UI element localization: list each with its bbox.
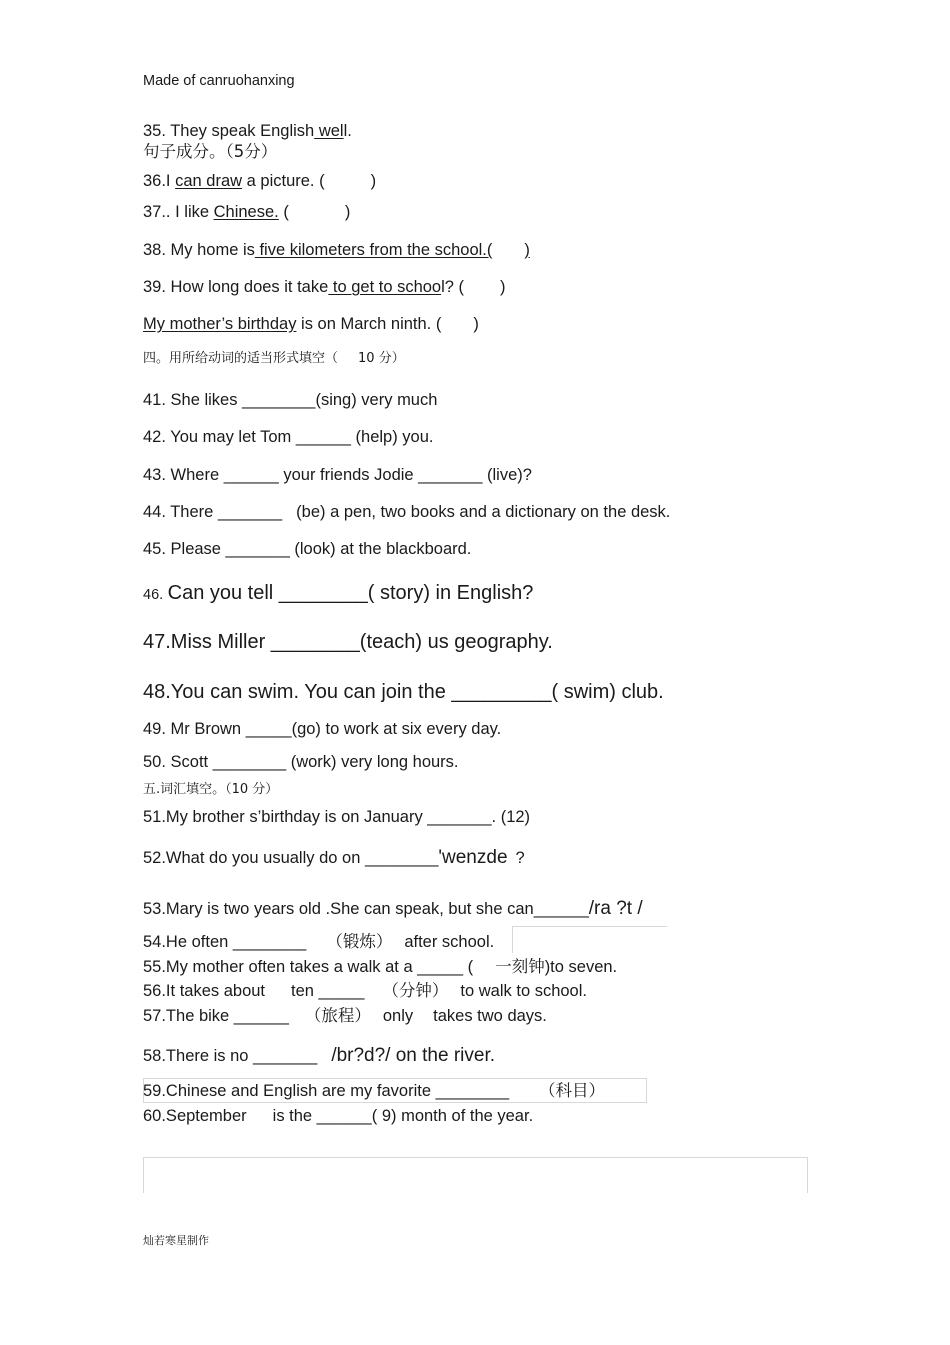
question-47: 47.Miss Miller ________(teach) us geography. bbox=[143, 631, 553, 653]
question-60: 60.September is the ______( 9) month of the year. bbox=[143, 1107, 534, 1125]
question-40 bbox=[143, 316, 479, 333]
q39-text: 39. How long does it take bbox=[143, 278, 329, 296]
section-5-title: 五.词汇填空。（10 分） bbox=[143, 782, 279, 797]
q54-hint: （锻炼） bbox=[326, 932, 393, 951]
q53-phonetic: /ra ?t / bbox=[588, 898, 643, 919]
q37-end: ( bbox=[278, 203, 289, 221]
section-3-title: 句子成分。（5分） bbox=[143, 142, 278, 161]
question-57: 57.The bike ______ （旅程） only takes two days. bbox=[143, 1006, 547, 1025]
q36-text: 36.I bbox=[143, 172, 176, 190]
question-35 bbox=[143, 123, 352, 140]
question-58: 58.There is no _______ /br?d?/ on the river. bbox=[143, 1045, 496, 1066]
q38-text: 38. My home is bbox=[143, 241, 255, 259]
q40-close: ) bbox=[473, 315, 479, 333]
question-39 bbox=[143, 279, 506, 296]
question-50: 50. Scott ________ (work) very long hours. bbox=[143, 753, 459, 771]
q38-underlined: five kilometers from the school.( ) bbox=[254, 241, 530, 259]
frame-line bbox=[512, 926, 667, 953]
question-36 bbox=[143, 173, 376, 190]
section-4-title: 四。用所给动词的适当形式填空（ 10 分） bbox=[143, 351, 405, 366]
empty-frame bbox=[143, 1157, 808, 1193]
page-header: Made of canruohanxing bbox=[143, 73, 295, 89]
q36-close: ) bbox=[370, 172, 377, 190]
q39-close: ) bbox=[500, 278, 506, 296]
question-41: 41. She likes ________(sing) very much bbox=[143, 391, 438, 409]
q36-end: a picture. ( bbox=[242, 172, 325, 190]
question-52: 52.What do you usually do on ________'wenzde ? bbox=[143, 847, 525, 868]
section-4-score: 10 分） bbox=[358, 351, 405, 366]
question-37 bbox=[143, 204, 350, 221]
q59-hint: （科目） bbox=[539, 1081, 605, 1100]
question-53: 53.Mary is two years old .She can speak, but she can______/ra ?t / bbox=[143, 898, 643, 919]
q35-end: l. bbox=[343, 122, 352, 140]
question-46 bbox=[143, 583, 533, 603]
question-49: 49. Mr Brown _____(go) to work at six every day. bbox=[143, 720, 502, 738]
q35-underlined: wel bbox=[314, 122, 344, 140]
q52-phonetic: 'wenzde bbox=[438, 847, 508, 868]
question-59: 59.Chinese and English are my favorite ________ （科目） bbox=[143, 1081, 605, 1100]
q40-underlined: My mother’s birthday bbox=[143, 315, 297, 333]
question-42: 42. You may let Tom ______ (help) you. bbox=[143, 428, 434, 446]
q37-text: 37.. I like bbox=[143, 203, 214, 221]
page-footer: 灿若寒星制作 bbox=[143, 1234, 209, 1247]
question-38 bbox=[143, 242, 530, 259]
q39-underlined: to get to schoo bbox=[328, 278, 442, 296]
question-44: 44. There _______ (be) a pen, two books and a dictionary on the desk. bbox=[143, 503, 671, 521]
q58-phonetic: /br?d?/ on the river. bbox=[331, 1045, 496, 1066]
question-48: 48.You can swim. You can join the _________( swim) club. bbox=[143, 681, 664, 703]
q37-close: ) bbox=[344, 203, 351, 221]
q46-number: 46. bbox=[143, 587, 164, 603]
question-56: 56.It takes about ten _____ （分钟） to walk to school. bbox=[143, 981, 587, 1000]
q56-hint: （分钟） bbox=[382, 981, 449, 1000]
question-45: 45. Please _______ (look) at the blackboard. bbox=[143, 540, 472, 558]
q57-hint: （旅程） bbox=[304, 1006, 371, 1025]
q46-text: Can you tell ________( story) in English? bbox=[167, 582, 534, 604]
question-54: 54.He often ________ （锻炼） after school. bbox=[143, 932, 495, 951]
q35-text: 35. They speak English bbox=[143, 122, 315, 140]
question-43: 43. Where ______ your friends Jodie _______ (live)? bbox=[143, 466, 532, 484]
question-51: 51.My brother s’birthday is on January _______. (12) bbox=[143, 808, 531, 826]
question-55: 55.My mother often takes a walk at a _____ ( 一刻钟)to seven. bbox=[143, 957, 618, 976]
q55-hint: 一刻钟 bbox=[495, 957, 545, 976]
q37-underlined: Chinese. bbox=[213, 203, 279, 221]
q39-end: l? ( bbox=[441, 278, 465, 296]
q40-end: is on March ninth. ( bbox=[296, 315, 442, 333]
q36-underlined: can draw bbox=[175, 172, 243, 190]
